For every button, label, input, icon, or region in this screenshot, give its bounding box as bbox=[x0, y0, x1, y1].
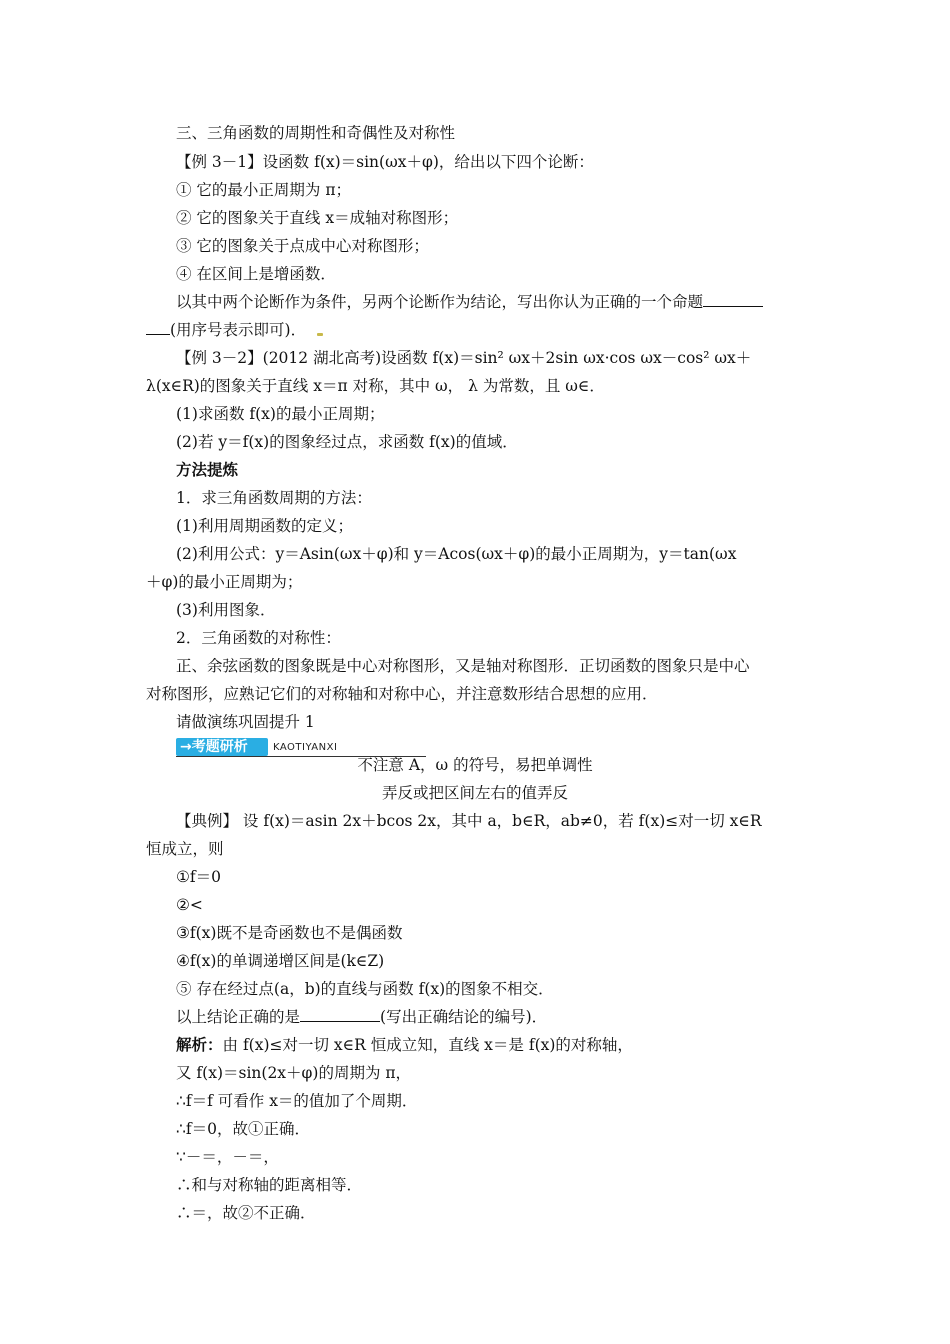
example-3-1-question bbox=[176, 292, 763, 312]
solution-text-1: 由 f(x)≤对一切 x∈R 恒成立知，直线 x＝是 f(x)的对称轴， bbox=[222, 1036, 633, 1054]
typical-option-5: ⑤ 存在经过点(a，b)的直线与函数 f(x)的图象不相交． bbox=[176, 980, 554, 998]
practice-note: 请做演练巩固提升 1 bbox=[176, 713, 315, 731]
method-title: 方法提炼 bbox=[176, 460, 239, 479]
solution-line6: ∴和与对称轴的距离相等． bbox=[176, 1176, 363, 1194]
answer-blank bbox=[703, 292, 763, 307]
method-p1b-line1: (2)利用公式：y＝Asin(ωx＋φ)和 y＝Acos(ωx＋φ)的最小正周期为，y＝tan(ωx bbox=[176, 545, 737, 563]
solution-line4: ∴f＝0，故①正确． bbox=[176, 1120, 310, 1138]
method-p2-body-line1: 正、余弦函数的图象既是中心对称图形，又是轴对称图形．正切函数的图象只是中心 bbox=[176, 657, 750, 675]
example-3-1-hint: (用序号表示即可)． bbox=[170, 321, 307, 339]
example-3-1-question-cont bbox=[146, 320, 306, 340]
solution-line5: ∵－＝，－＝， bbox=[176, 1148, 279, 1166]
typical-answer-blank bbox=[300, 1007, 380, 1022]
typical-option-4: ④f(x)的单调递增区间是(k∈Z) bbox=[176, 952, 385, 970]
typical-ask-text: 以上结论正确的是 bbox=[176, 1008, 301, 1026]
example-3-1-head: 【例 3－1】设函数 f(x)＝sin(ωx＋φ)，给出以下四个论断： bbox=[176, 153, 594, 171]
banner-tag: →考题研析 bbox=[176, 738, 268, 756]
typical-ask bbox=[176, 1007, 547, 1027]
example-3-2-q1: (1)求函数 f(x)的最小正周期； bbox=[176, 405, 385, 423]
example-3-1-item-2: ② 它的图象关于直线 x＝成轴对称图形； bbox=[176, 209, 459, 227]
method-p2-body-line2: 对称图形，应熟记它们的对称轴和对称中心，并注意数形结合思想的应用． bbox=[146, 685, 658, 703]
typical-line2: 恒成立，则 bbox=[146, 840, 224, 858]
example-3-2-line1: 【例 3－2】(2012 湖北高考)设函数 f(x)＝sin² ωx＋2sin ωx·cos ωx－cos² ωx＋ bbox=[176, 349, 752, 367]
typical-line1: 【典例】 设 f(x)＝asin 2x＋bcos 2x，其中 a，b∈R，ab≠0，若 f(x)≤对一切 x∈R bbox=[176, 812, 762, 830]
example-3-2-line2: λ(x∈R)的图象关于直线 x＝π 对称，其中 ω， λ 为常数，且 ω∈． bbox=[146, 377, 605, 395]
method-p1a: (1)利用周期函数的定义； bbox=[176, 517, 353, 535]
banner-subtitle: KAOTIYANXI bbox=[273, 742, 338, 753]
answer-blank-cont bbox=[146, 320, 170, 335]
solution-line2: 又 f(x)＝sin(2x＋φ)的周期为 π， bbox=[176, 1064, 412, 1082]
ink-mark bbox=[317, 333, 323, 336]
solution-label: 解析： bbox=[176, 1035, 223, 1054]
example-3-1-item-1: ① 它的最小正周期为 π； bbox=[176, 181, 352, 199]
example-3-1-item-3: ③ 它的图象关于点成中心对称图形； bbox=[176, 237, 429, 255]
typical-ask-tail: (写出正确结论的编号)． bbox=[380, 1008, 548, 1026]
method-p1b-line2: ＋φ)的最小正周期为； bbox=[146, 573, 303, 591]
section-title: 三、三角函数的周期性和奇偶性及对称性 bbox=[176, 124, 456, 142]
method-p1: 1．求三角函数周期的方法： bbox=[176, 489, 372, 507]
example-3-1-item-4: ④ 在区间上是增函数． bbox=[176, 265, 336, 283]
solution-line7: ∴＝，故②不正确． bbox=[176, 1204, 316, 1222]
topic-line1: 不注意 A，ω 的符号，易把单调性 bbox=[357, 756, 593, 774]
method-p1c: (3)利用图象． bbox=[176, 601, 276, 619]
example-3-2-q2: (2)若 y＝f(x)的图象经过点，求函数 f(x)的值域． bbox=[176, 433, 518, 451]
example-3-1-ask: 以其中两个论断作为条件，另两个论断作为结论，写出你认为正确的一个命题 bbox=[176, 293, 704, 311]
topic-line2: 弄反或把区间左右的值弄反 bbox=[381, 784, 568, 802]
method-p2: 2．三角函数的对称性： bbox=[176, 629, 341, 647]
typical-option-3: ③f(x)既不是奇函数也不是偶函数 bbox=[176, 924, 403, 942]
typical-option-1: ①f＝0 bbox=[176, 868, 221, 886]
typical-option-2: ②< bbox=[176, 896, 203, 914]
solution-line3: ∴f＝f 可看作 x＝的值加了个周期． bbox=[176, 1092, 418, 1110]
solution-line1 bbox=[176, 1035, 633, 1055]
